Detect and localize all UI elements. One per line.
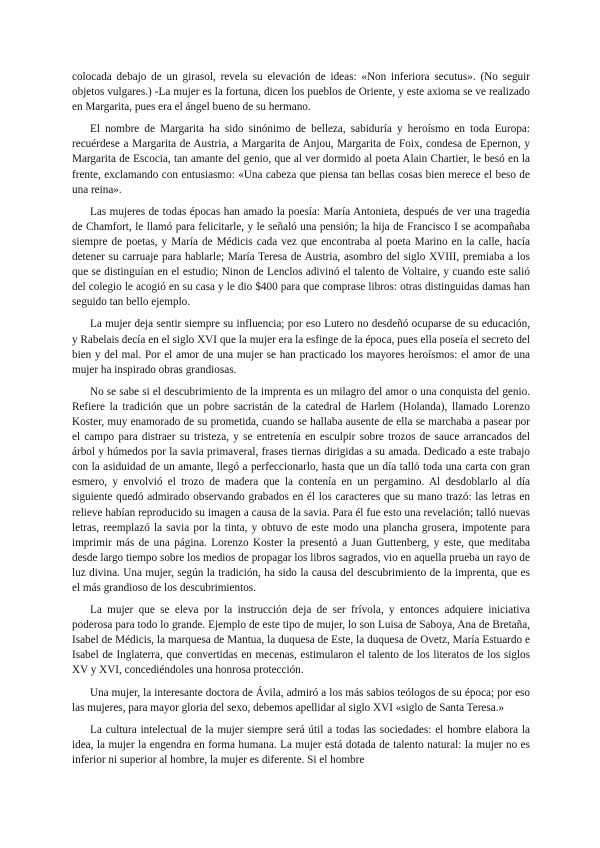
paragraph-1: colocada debajo de un girasol, revela su elevación de ideas: «Non inferiora secutus». (No seguir objetos vulgares.) -La mujer es la fortuna, dicen los pueblos de Oriente, y este axioma se ve realizado en Margarita, pues era el ángel bueno de su hermano. — [72, 71, 530, 114]
paragraph-8: La cultura intelectual de la mujer siempre será útil a todas las sociedades: el hombre elabora la idea, la mujer la engendra en forma humana. La mujer está dotada de talento natural: la mujer no es inferior ni superior al hombre, la mujer es diferente. Si el hombre — [72, 723, 530, 766]
paragraph-5: No se sabe si el descubrimiento de la imprenta es un milagro del amor o una conquista del genio. Refiere la tradición que un pobre sacristán de la catedral de Harlem (Holanda), llamado Lorenzo Koster, muy enamorado de su prometida, cuando se hallaba ausente de ella se marchaba a pasear por el campo para distraer su tristeza, y se entretenía en esculpir sobre trozos de sauce arrancados del árbol y húmedos por la savia primaveral, frases tiernas dirigidas a su amada. Dedicado a este trabajo con la asiduidad de un amante, llegó a perfeccionarlo, hasta que un día talló toda una carta con gran esmero, y envolvió el trozo de madera que la contenía en un pergamino. Al desdoblarlo al día siguiente quedó admirado observando grabados en él los caracteres que su mano trazó: las letras en relieve habían reproducido su imagen a causa de la savia. Para él fue esto una revelación; talló nuevas letras, reemplazó la savia por la tinta, y obtuvo de este modo una plancha grosera, impotente para imprimir más de una página. Lorenzo Koster la presentó a Juan Guttenberg, y este, que meditaba desde largo tiempo sobre los medios de propagar los libros sagrados, vio en aquella prueba un rayo de luz divina. Una mujer, según la tradición, ha sido la causa del descubrimiento de la imprenta, que es el más grandioso de los descubrimientos. — [72, 385, 530, 594]
paragraph-7: Una mujer, la interesante doctora de Ávila, admiró a los más sabios teólogos de su época; por eso las mujeres, para mayor gloria del sexo, debemos apellidar al siglo XVI «siglo de Santa Teresa.» — [72, 686, 530, 714]
paragraph-6: La mujer que se eleva por la instrucción deja de ser frívola, y entonces adquiere iniciativa poderosa para todo lo grande. Ejemplo de este tipo de mujer, lo son Luisa de Saboya, Ana de Bretaña, Isabel de Médicis, la marquesa de Mantua, la duquesa de Este, la duquesa de Ovetz, María Estuardo e Isabel de Inglaterra, que convertidas en mecenas, estimularon el talento de los literatos de los siglos XV y XVI, concediéndoles una honrosa protección. — [72, 604, 530, 677]
paragraph-2: El nombre de Margarita ha sido sinónimo de belleza, sabiduría y heroísmo en toda Europa: recuérdese a Margarita de Austria, a Margarita de Anjou, Margarita de Foix, condesa de Epernon, y Margarita de Escocia, tan amante del genio, que al ver dormido al poeta Alain Chartier, le besó en la frente, exclamando con entusiasmo: «Una cabeza que piensa tan bellas cosas bien merece el beso de una reina». — [72, 123, 530, 196]
paragraph-4: La mujer deja sentir siempre su influencia; por eso Lutero no desdeñó ocuparse de su educación, y Rabelais decía en el siglo XVI que la mujer era la esfinge de la época, pues ella poseía el secreto del bien y del mal. Por el amor de una mujer se han practicado los mayores heroísmos: el amor de una mujer ha inspirado obras grandiosas. — [72, 318, 530, 376]
paragraph-3: Las mujeres de todas épocas han amado la poesía: María Antonieta, después de ver una tragedia de Chamfort, le llamó para felicitarle, y le señaló una pensión; la hija de Francisco I se acompañaba siempre de poetas, y María de Médicis cada vez que encontraba al poeta Marino en la calle, hacía detener su carruaje para hablarle; María Teresa de Austria, asombro del siglo XVIII, premiaba a los que se distinguían en el estudio; Ninon de Lenclos adivinó el talento de Voltaire, y cuando este salió del colegio le acogió en su casa y le dio $400 para que comprase libros: otras distinguidas damas han seguido tan bello ejemplo. — [72, 205, 530, 309]
body-text — [72, 70, 530, 775]
